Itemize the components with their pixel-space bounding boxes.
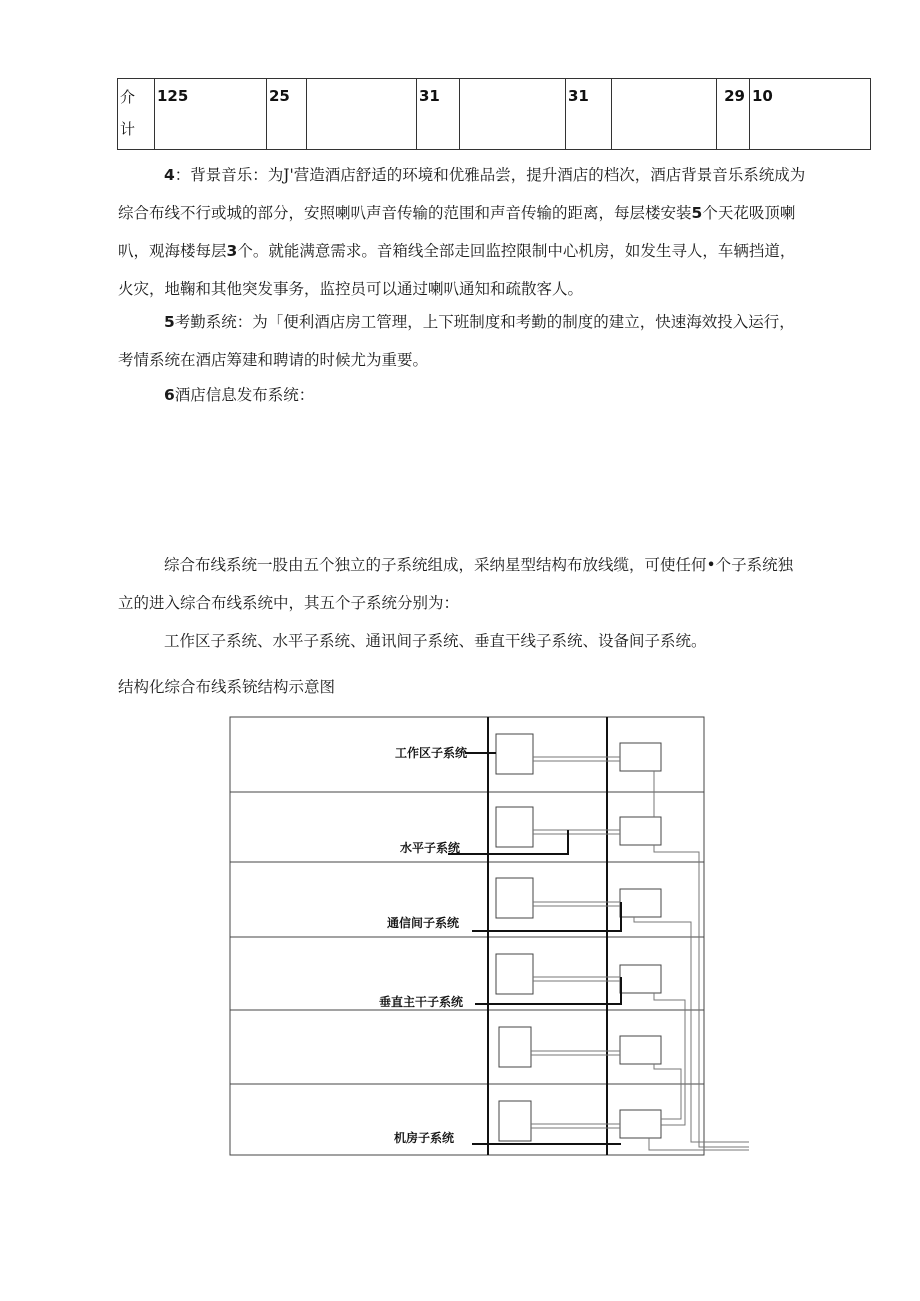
table-cell: [460, 79, 566, 150]
cabling-structure-diagram: [229, 714, 749, 1164]
label-horizontal: 水平子系统: [400, 841, 461, 855]
paragraph-line: 工作区子系统、水平子系统、通讯间子系统、垂直干线子系统、设备间子系统。: [164, 632, 707, 650]
table-cell: [307, 79, 417, 150]
table-cell: 10: [750, 79, 871, 150]
label-equipment-room: 机房子系统: [394, 1131, 455, 1145]
paragraph-line: 叭，观海楼每层3个。就能满意需求。音箱线全部走回监控限制中心机房，如发生寻人，车辆挡道，: [118, 242, 796, 260]
table-cell: 25: [267, 79, 307, 150]
paragraph-line: 综合布线不行或城的部分，安照喇叭声音传输的范围和声音传输的距离，每层楼安装5个天花吸顶喇: [118, 204, 796, 222]
row-label-cell: [118, 79, 155, 150]
row-label-line-1: 介: [120, 88, 136, 106]
label-work-area: 工作区子系统: [395, 746, 468, 760]
outlet-box: [499, 1101, 531, 1141]
distribution-box: [620, 965, 661, 993]
distribution-box: [620, 889, 661, 917]
paragraph-line: 综合布线系统一股由五个独立的子系统组成，采纳星型结构布放线缆，可使任何•个子系统独: [164, 556, 794, 574]
table-cell: 31: [566, 79, 612, 150]
paragraph-line: 立的进入综合布线系统中，其五个子系统分别为：: [118, 594, 460, 612]
outlet-box: [496, 954, 533, 994]
table-cell: 31: [417, 79, 460, 150]
table-cell: 125: [155, 79, 267, 150]
paragraph-line: 5考勤系统：为「便利酒店房工管理，上下班制度和考勤的制度的建立，快速海效投入运行，: [164, 313, 795, 331]
outlet-box: [496, 734, 533, 774]
row-label-line-2: 计: [120, 120, 136, 138]
paragraph-line: 考情系统在酒店筹建和聘请的时候尤为重要。: [118, 351, 429, 369]
section-6-info-publishing: [118, 376, 878, 414]
outlet-box: [499, 1027, 531, 1067]
subsystems-list: [118, 622, 878, 660]
section-5-attendance: [118, 303, 878, 379]
distribution-box: [620, 743, 661, 771]
distribution-box: [620, 1036, 661, 1064]
summary-table: [117, 78, 871, 150]
distribution-box: [620, 817, 661, 845]
paragraph-line: 4：背景音乐：为J'营造酒店舒适的环境和优雅品尝，提升酒店的档次，酒店背景音乐系统成为: [164, 166, 806, 184]
outlet-box: [496, 807, 533, 847]
section-4-background-music: [118, 156, 878, 308]
cabling-intro: [118, 546, 878, 622]
diagram-frame: [230, 717, 704, 1155]
diagram-caption: 结构化综合布线系铳结构示意图: [118, 678, 336, 696]
table-cell: 29: [717, 79, 750, 150]
paragraph-line: 火灾，地鞠和其他突发事务，监控员可以通过喇叭通知和疏散客人。: [118, 280, 584, 298]
outlet-box: [496, 878, 533, 918]
table-cell: [612, 79, 717, 150]
paragraph-line: 6酒店信息发布系统：: [164, 386, 315, 404]
distribution-box: [620, 1110, 661, 1138]
table-row: [118, 79, 871, 150]
label-telecom-room: 通信间子系统: [387, 916, 460, 930]
label-vertical-backbone: 垂直主干子系统: [379, 995, 464, 1009]
